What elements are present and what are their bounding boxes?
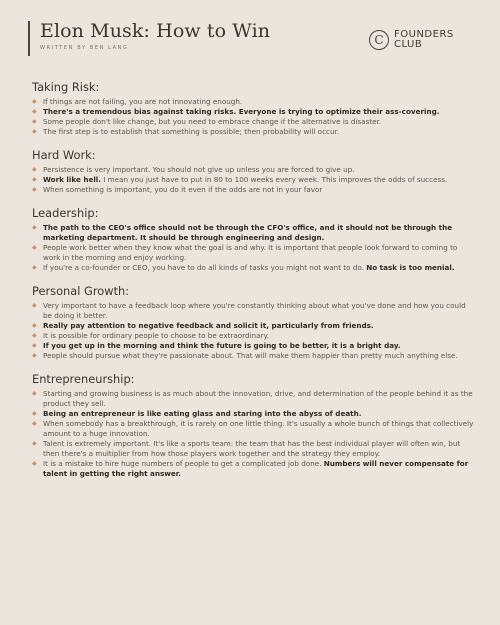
list-item: ◆ It is a mistake to hire huge numbers of people to get a complicated job done. Numbers will never compensate for talent in getting the right answer. <box>32 459 476 479</box>
bullet-list <box>32 389 476 479</box>
bullet-list <box>32 223 476 273</box>
bullet-list <box>32 97 476 137</box>
title-divider <box>28 21 30 56</box>
list-item: ◆ People should pursue what they're passionate about. That will make them happier than pretty much anything else. <box>32 351 476 361</box>
logo-wordmark <box>394 30 454 50</box>
list-item: ◆ If you're a co-founder or CEO, you have to do all kinds of tasks you might not want to do. No task is too menial. <box>32 263 476 273</box>
list-item: ◆ The path to the CEO's office should not be through the CFO's office, and it should not be through the marketing department. It should be through engineering and design. <box>32 223 476 243</box>
section-leadership <box>32 206 476 273</box>
list-item: ◆ When something is important, you do it even if the odds are not in your favor <box>32 185 476 195</box>
page-title: Elon Musk: How to Win <box>40 20 271 42</box>
section-hard-work <box>32 148 476 195</box>
bullet-list <box>32 165 476 195</box>
list-item: ◆ Work like hell. I mean you just have to put in 80 to 100 weeks every week. This improves the odds of success. <box>32 175 476 185</box>
list-item: ◆ Being an entrepreneur is like eating glass and staring into the abyss of death. <box>32 409 476 419</box>
header <box>28 19 270 51</box>
list-item: ◆ If things are not failing, you are not innovating enough. <box>32 97 476 107</box>
logo-monogram-icon: C <box>369 30 389 50</box>
list-item: ◆ Very important to have a feedback loop where you're constantly thinking about what you've done and how you could be doing it better. <box>32 301 476 321</box>
list-item: ◆ Talent is extremely important. It's like a sports team: the team that has the best individual player will often win, but then there's a multiplier from how those players work together and the strategy they employ. <box>32 439 476 459</box>
list-item: ◆ The first step is to establish that something is possible; then probability will occur. <box>32 127 476 137</box>
section-title: Hard Work: <box>32 148 96 162</box>
logo-line-1: FOUNDERS <box>394 29 454 40</box>
section-title: Personal Growth: <box>32 284 130 298</box>
list-item: ◆ If you get up in the morning and think the future is going to be better, it is a bright day. <box>32 341 476 351</box>
bullet-list <box>32 301 476 361</box>
section-personal-growth <box>32 284 476 361</box>
section-title: Entrepreneurship: <box>32 372 135 386</box>
founders-club-logo <box>369 30 454 50</box>
list-item: ◆ Really pay attention to negative feedback and solicit it, particularly from friends. <box>32 321 476 331</box>
logo-line-2: CLUB <box>394 39 423 50</box>
author-byline: WRITTEN BY BEN LANG <box>40 45 129 51</box>
content <box>32 80 476 490</box>
list-item: ◆ Starting and growing business is as much about the innovation, drive, and determination of the people behind it as the product they sell. <box>32 389 476 409</box>
list-item: ◆ People work better when they know what the goal is and why. It is important that people look forward to coming to work in the morning and enjoy working. <box>32 243 476 263</box>
list-item: ◆ Some people don't like change, but you need to embrace change if the alternative is disaster. <box>32 117 476 127</box>
list-item: ◆ It is possible for ordinary people to choose to be extraordinary. <box>32 331 476 341</box>
list-item: ◆ There's a tremendous bias against taking risks. Everyone is trying to optimize their ass-covering. <box>32 107 476 117</box>
section-taking-risk <box>32 80 476 137</box>
section-title: Leadership: <box>32 206 99 220</box>
section-entrepreneurship <box>32 372 476 479</box>
list-item: ◆ Persistence is very important. You should not give up unless you are forced to give up. <box>32 165 476 175</box>
list-item: ◆ When somebody has a breakthrough, it is rarely on one little thing. It's usually a whole bunch of things that collectively amount to a huge innovation. <box>32 419 476 439</box>
section-title: Taking Risk: <box>32 80 100 94</box>
